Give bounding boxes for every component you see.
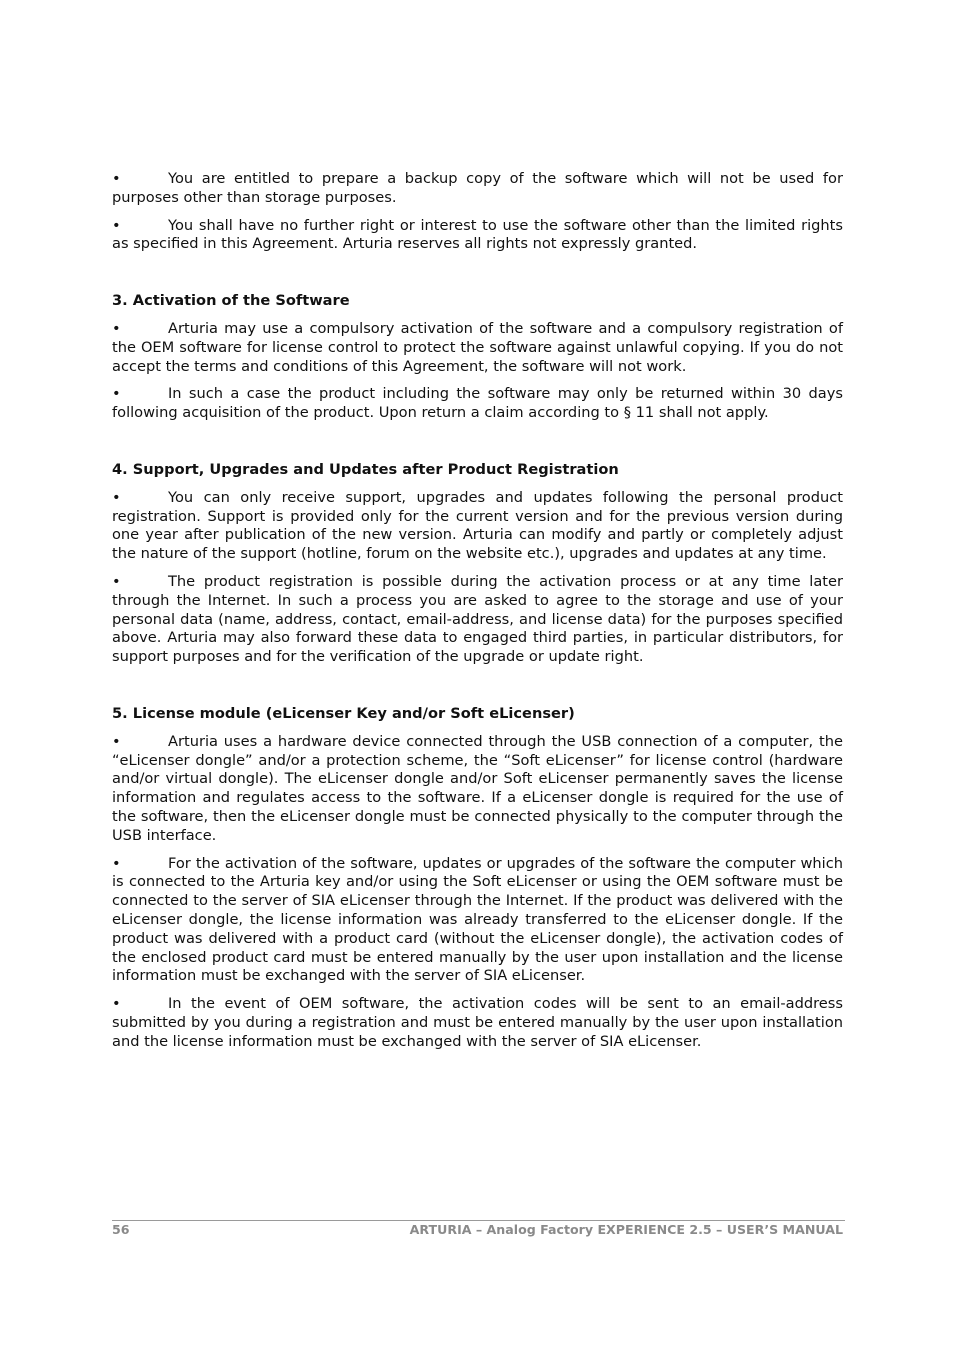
footer-divider	[112, 1220, 845, 1221]
paragraph-text: Arturia uses a hardware device connected through the USB connection of a computer, the “eLicenser dongle” and/or a protection scheme, the “Soft eLicenser” for license control (hardware and/or virtual dongle). The eLicenser dongle and/or Soft eLicenser permanently saves the license information and regulates access to the software. If a eLicenser dongle is required for the use of the software, then the eLicenser dongle must be connected physically to the computer through the USB interface.	[112, 732, 843, 844]
section-heading-activation: 3. Activation of the Software	[112, 292, 350, 310]
section-heading-license-module: 5. License module (eLicenser Key and/or Soft eLicenser)	[112, 704, 575, 722]
bullet-symbol: •	[112, 216, 121, 234]
paragraph-text: In such a case the product including the software may only be returned within 30 days following acquisition of the product. Upon return a claim according to § 11 shall not apply.	[112, 385, 843, 422]
bullet-symbol: •	[112, 995, 121, 1013]
paragraph-text: Arturia may use a compulsory activation of the software and a compulsory registration of the OEM software for license control to protect the software against unlawful copying. If you do not accept the terms and conditions of this Agreement, the software will not work.	[112, 319, 843, 375]
paragraph-text: The product registration is possible during the activation process or at any time later through the Internet. In such a process you are asked to agree to the storage and use of your personal data (name, address, contact, email-address, and license data) for the purposes specified above. Arturia may also forward these data to engaged third parties, in particular distributors, for support purposes and for the verification of the upgrade or update right.	[112, 572, 843, 666]
bullet-symbol: •	[112, 385, 121, 403]
page-footer	[112, 1222, 843, 1238]
paragraph-registration-process	[112, 573, 843, 667]
document-body	[112, 170, 843, 1060]
paragraph-support-registration	[112, 489, 843, 564]
paragraph-text: In the event of OEM software, the activation codes will be sent to an email-address submitted by you during a registration and must be entered manually by the user upon installation and the license information must be exchanged with the server of SIA eLicenser.	[112, 995, 843, 1050]
manual-title: ARTURIA – Analog Factory EXPERIENCE 2.5 – USER’S MANUAL	[409, 1222, 843, 1237]
bullet-symbol: •	[112, 488, 121, 506]
paragraph-usb-dongle	[112, 733, 843, 846]
bullet-symbol: •	[112, 170, 121, 187]
bullet-symbol: •	[112, 854, 121, 872]
paragraph-oem-activation	[112, 995, 843, 1051]
paragraph-return-30-days	[112, 385, 843, 423]
paragraph-text: You can only receive support, upgrades and updates following the personal product registration. Support is provided only for the current version and for the previous version during one year after publication of the new version. Arturia can modify and partly or completely adjust the nature of the support (hotline, forum on the website etc.), upgrades and updates at any time.	[112, 488, 843, 563]
paragraph-compulsory-activation	[112, 320, 843, 376]
paragraph-text: You are entitled to prepare a backup copy of the software which will not be used for purposes other than storage purposes.	[112, 170, 843, 206]
bullet-symbol: •	[112, 732, 121, 750]
paragraph-text: For the activation of the software, updates or upgrades of the software the computer which is connected to the Arturia key and/or using the Soft eLicenser or using the OEM software must be connected to the server of SIA eLicenser through the Internet. If the product was delivered with the eLicenser dongle, the license information was already transferred to the eLicenser dongle. If the product was delivered with a product card (without the eLicenser dongle), the activation codes of the enclosed product card must be entered manually by the user upon installation and the license information must be exchanged with the server of SIA eLicenser.	[112, 854, 843, 985]
paragraph-text: You shall have no further right or interest to use the software other than the limited rights as specified in this Agreement. Arturia reserves all rights not expressly granted.	[112, 216, 843, 253]
paragraph-no-further-right	[112, 217, 843, 255]
paragraph-backup-copy	[112, 170, 843, 208]
paragraph-activation-server	[112, 855, 843, 987]
section-heading-support: 4. Support, Upgrades and Updates after Product Registration	[112, 460, 619, 478]
bullet-symbol: •	[112, 319, 121, 337]
bullet-symbol: •	[112, 572, 121, 590]
page-number: 56	[112, 1222, 130, 1237]
